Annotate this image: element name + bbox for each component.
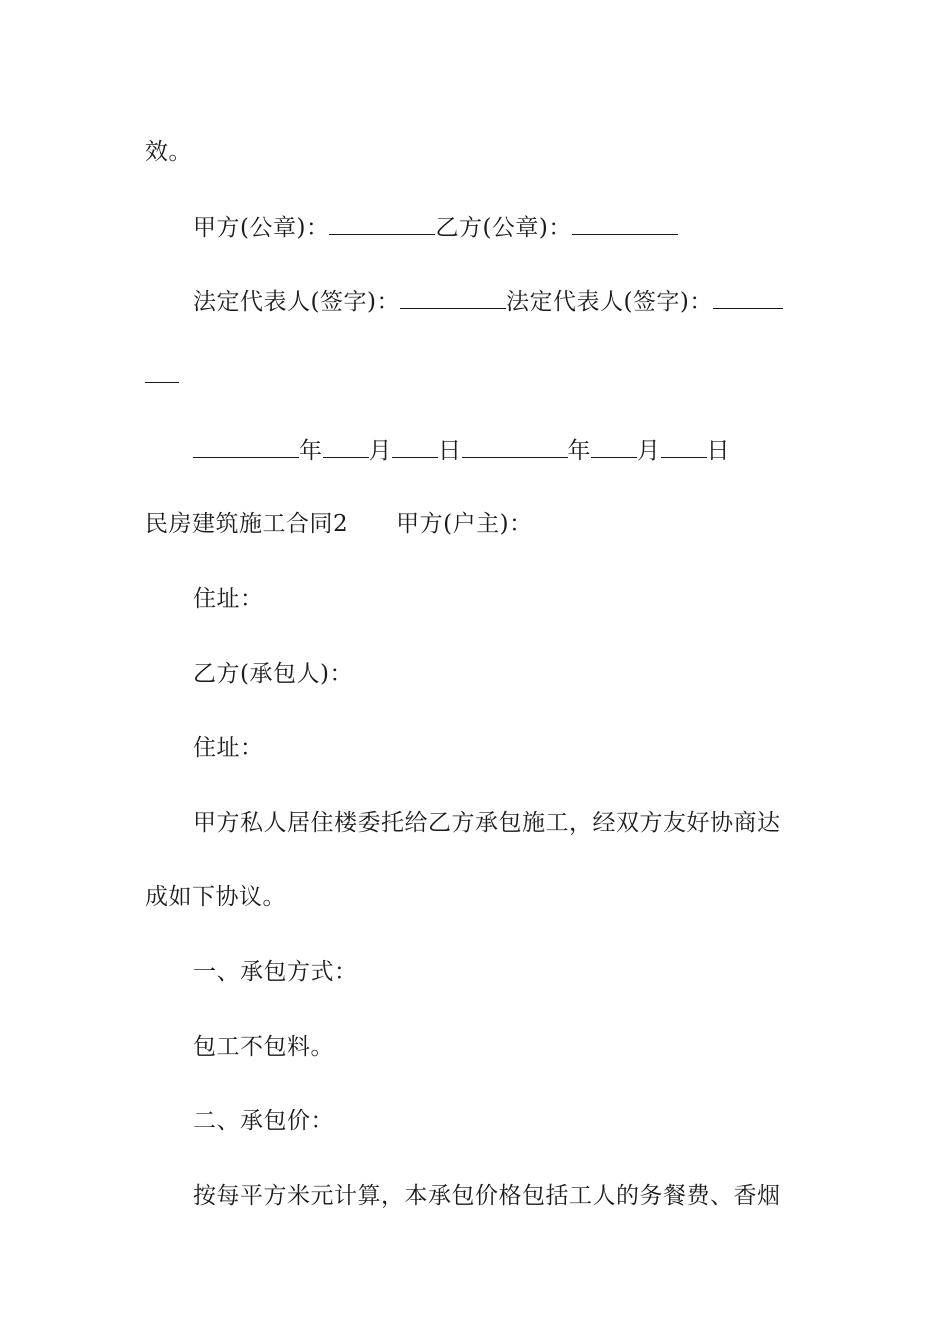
party-a-rep-blank <box>400 286 506 309</box>
month-label: 月 <box>368 438 392 464</box>
blank-continuation-line <box>145 360 179 391</box>
text-line: 住址： <box>193 735 264 761</box>
contract-title: 民房建筑施工合同2 <box>145 511 349 537</box>
party-b-seal-label: 乙方(公章)： <box>435 215 572 241</box>
date-b-year-blank <box>462 435 568 458</box>
paragraph-line: 甲方私人居住楼委托给乙方承包施工，经双方友好协商达 <box>193 810 781 836</box>
date-a-year-blank <box>193 435 299 458</box>
date-b-day-blank <box>661 435 707 458</box>
party-a-owner-label: 甲方(户主)： <box>396 511 533 537</box>
date-a-day-blank <box>392 435 438 458</box>
paragraph-line: 成如下协议。 <box>145 884 286 910</box>
date-line <box>193 435 730 466</box>
signature-seal-line <box>193 212 678 243</box>
party-b-seal-blank <box>572 212 678 235</box>
party-a-rep-label: 法定代表人(签字)： <box>193 289 400 315</box>
party-b-rep-label: 法定代表人(签字)： <box>505 289 713 315</box>
year-label: 年 <box>299 438 323 464</box>
text-line: 包工不包料。 <box>193 1034 334 1060</box>
text-line: 效。 <box>145 139 192 165</box>
legal-rep-line <box>193 286 783 317</box>
date-b-month-blank <box>591 435 637 458</box>
month-label: 月 <box>637 438 661 464</box>
day-label: 日 <box>706 438 730 464</box>
date-a-month-blank <box>323 435 369 458</box>
party-a-seal-label: 甲方(公章)： <box>193 215 330 241</box>
paragraph-line: 按每平方米元计算，本承包价格包括工人的务餐费、香烟 <box>193 1183 781 1209</box>
party-b-rep-blank-continued <box>145 360 179 383</box>
contract-heading-line <box>145 509 533 539</box>
party-b-rep-blank <box>713 286 783 309</box>
year-label: 年 <box>567 438 591 464</box>
text-line: 住址： <box>193 586 264 612</box>
party-a-seal-blank <box>329 212 435 235</box>
text-line: 乙方(承包人)： <box>193 661 353 687</box>
day-label: 日 <box>438 438 462 464</box>
section-heading: 二、承包价： <box>193 1108 334 1134</box>
section-heading: 一、承包方式： <box>193 959 358 985</box>
